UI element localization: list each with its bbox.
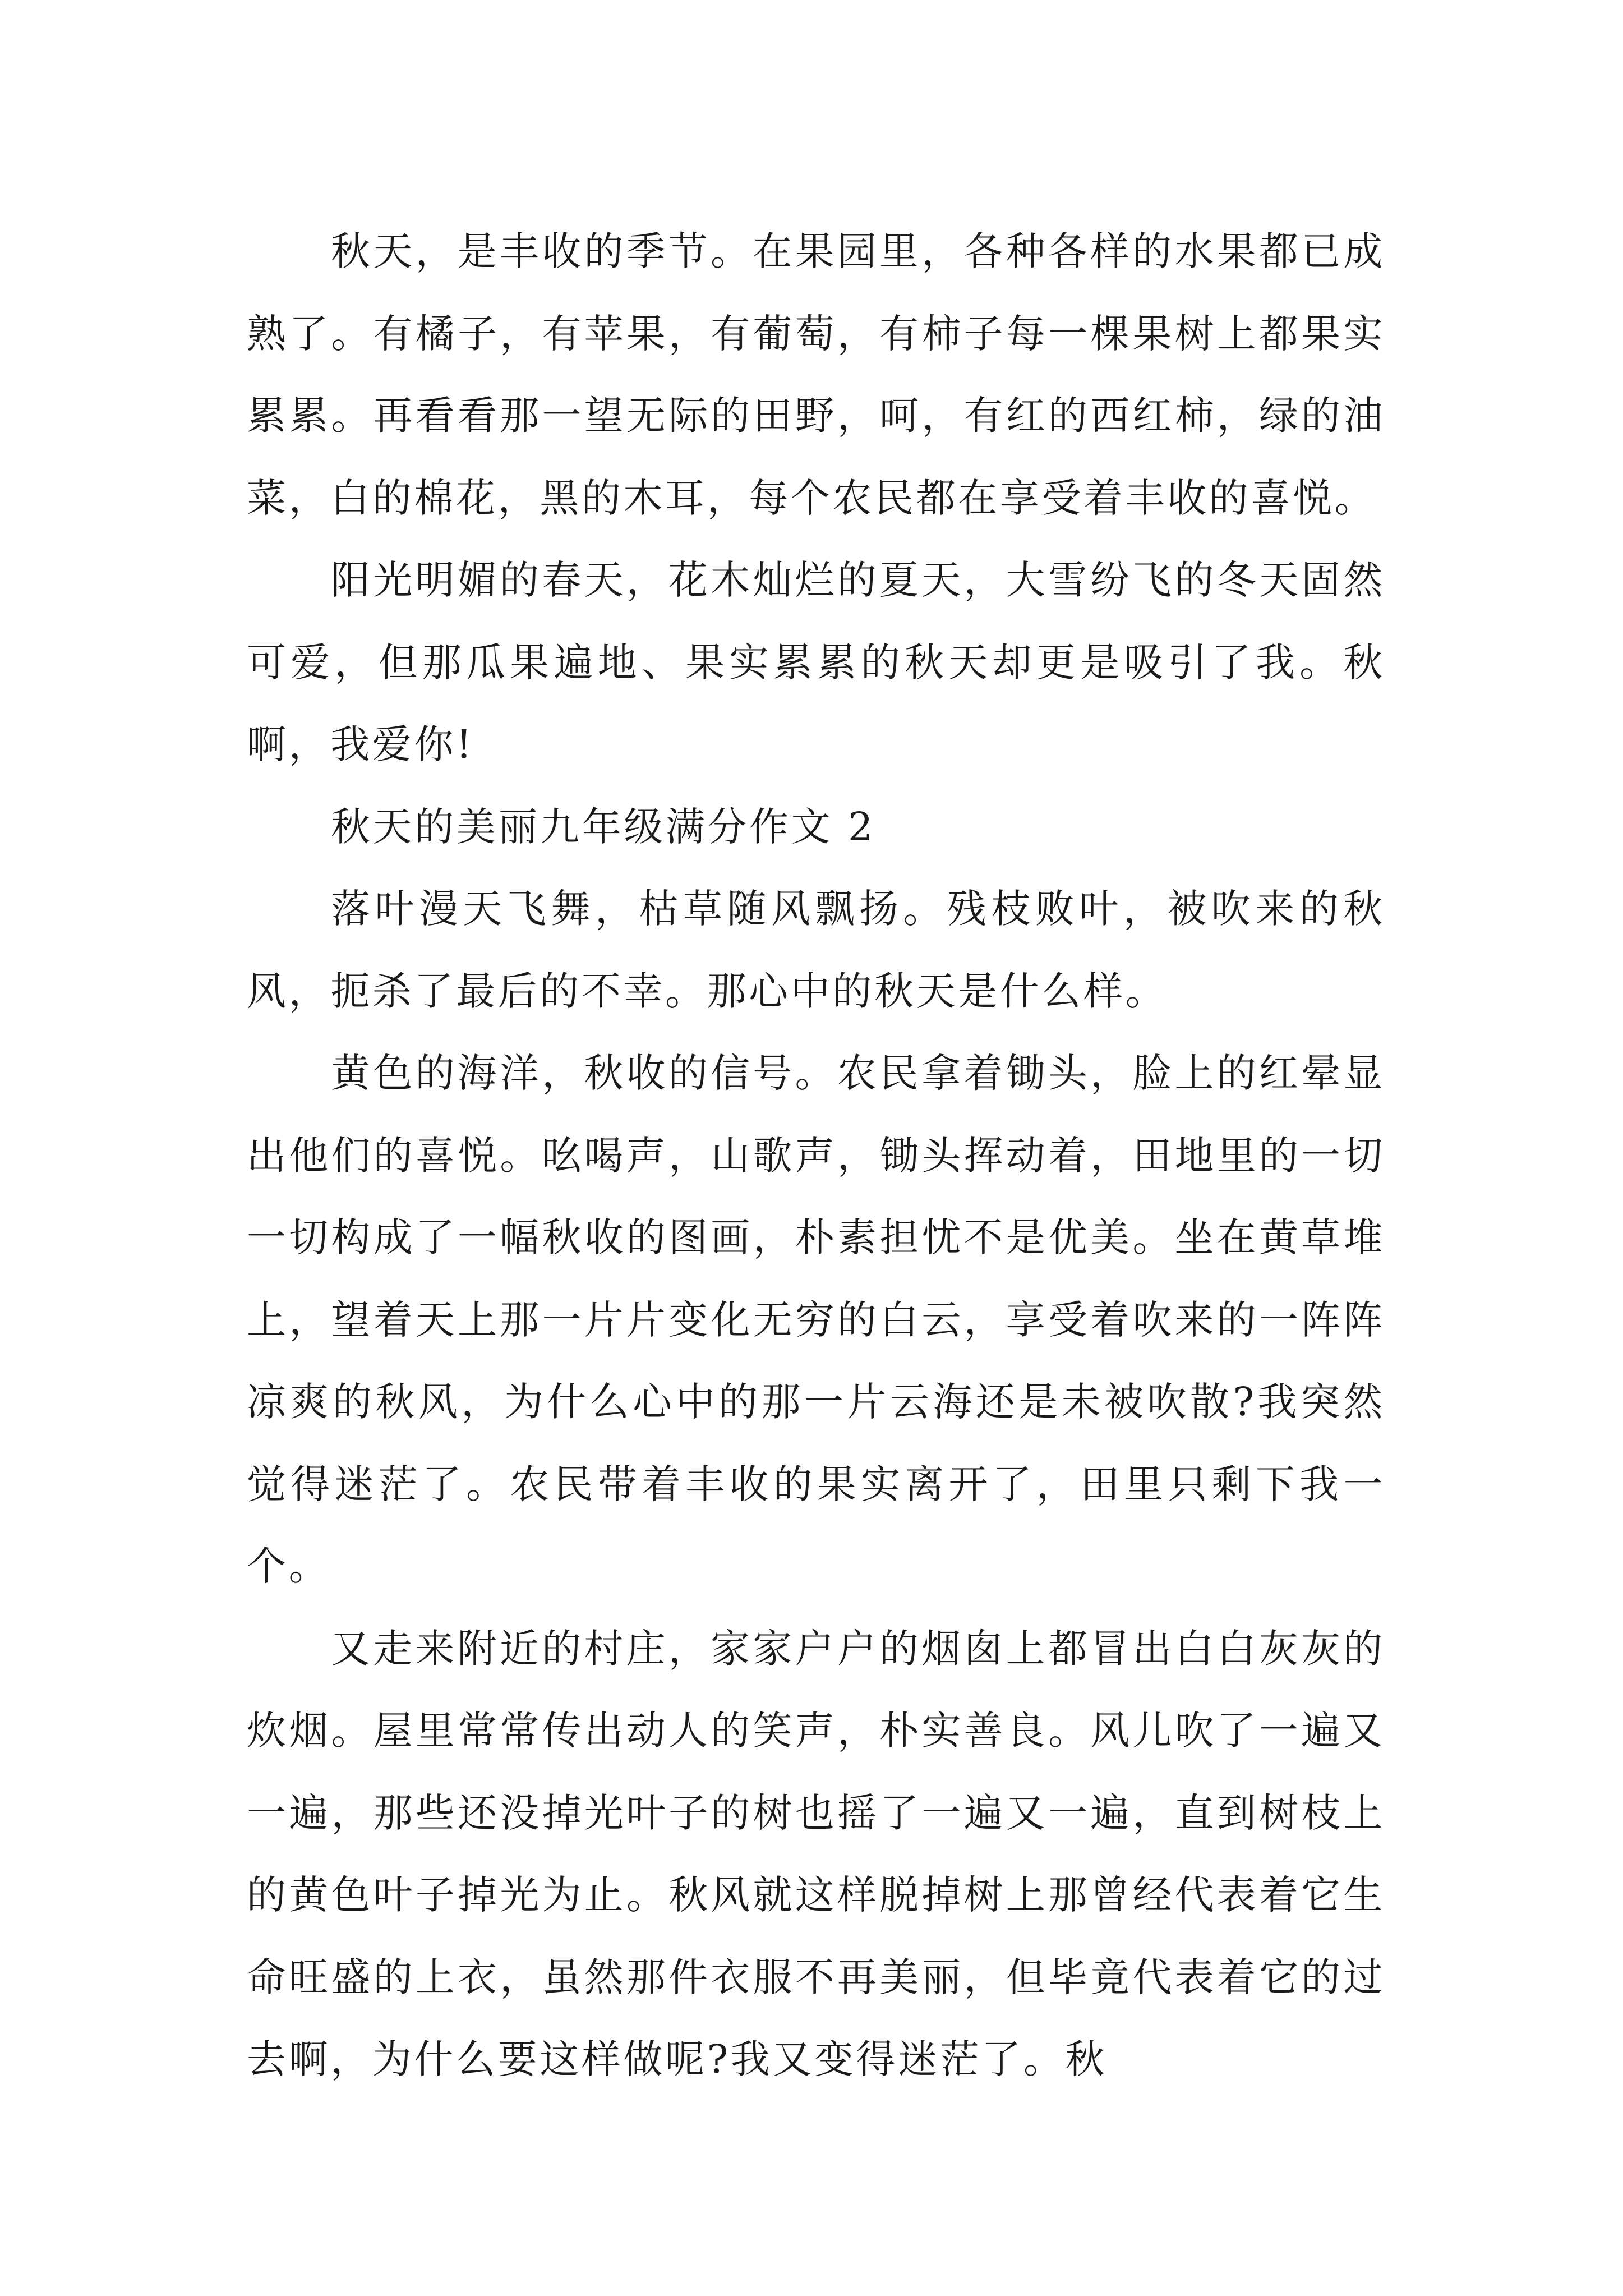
document-body <box>247 210 1385 2101</box>
paragraph-love-autumn: 阳光明媚的春天，花木灿烂的夏天，大雪纷飞的冬天固然可爱，但那瓜果遍地、果实累累的秋天却更是吸引了我。秋啊，我爱你! <box>247 557 1385 767</box>
paragraph-harvest: 秋天，是丰收的季节。在果园里，各种各样的水果都已成熟了。有橘子，有苹果，有葡萄，有柿子每一棵果树上都果实累累。再看看那一望无际的田野，呵，有红的西红柿，绿的油菜，白的棉花，黑的木耳，每个农民都在享受着丰收的喜悦。 <box>247 228 1385 521</box>
paragraph-village: 又走来附近的村庄，家家户户的烟囱上都冒出白白灰灰的炊烟。屋里常常传出动人的笑声，朴实善良。风儿吹了一遍又一遍，那些还没掉光叶子的树也摇了一遍又一遍，直到树枝上的黄色叶子掉光为止。秋风就这样脱掉树上那曾经代表着它生命旺盛的上衣，虽然那件衣服不再美丽，但毕竟代表着它的过去啊，为什么要这样做呢?我又变得迷茫了。秋 <box>247 1625 1385 2082</box>
paragraph-golden-fields: 黄色的海洋，秋收的信号。农民拿着锄头，脸上的红晕显出他们的喜悦。吆喝声，山歌声，锄头挥动着，田地里的一切一切构成了一幅秋收的图画，朴素担忧不是优美。坐在黄草堆上，望着天上那一片片变化无穷的白云，享受着吹来的一阵阵凉爽的秋风，为什么心中的那一片云海还是未被吹散?我突然觉得迷茫了。农民带着丰收的果实离开了，田里只剩下我一个。 <box>247 1050 1385 1589</box>
section-heading: 秋天的美丽九年级满分作文 2 <box>331 803 876 850</box>
paragraph-falling-leaves: 落叶漫天飞舞，枯草随风飘扬。残枝败叶，被吹来的秋风，扼杀了最后的不幸。那心中的秋天是什么样。 <box>247 886 1385 1014</box>
